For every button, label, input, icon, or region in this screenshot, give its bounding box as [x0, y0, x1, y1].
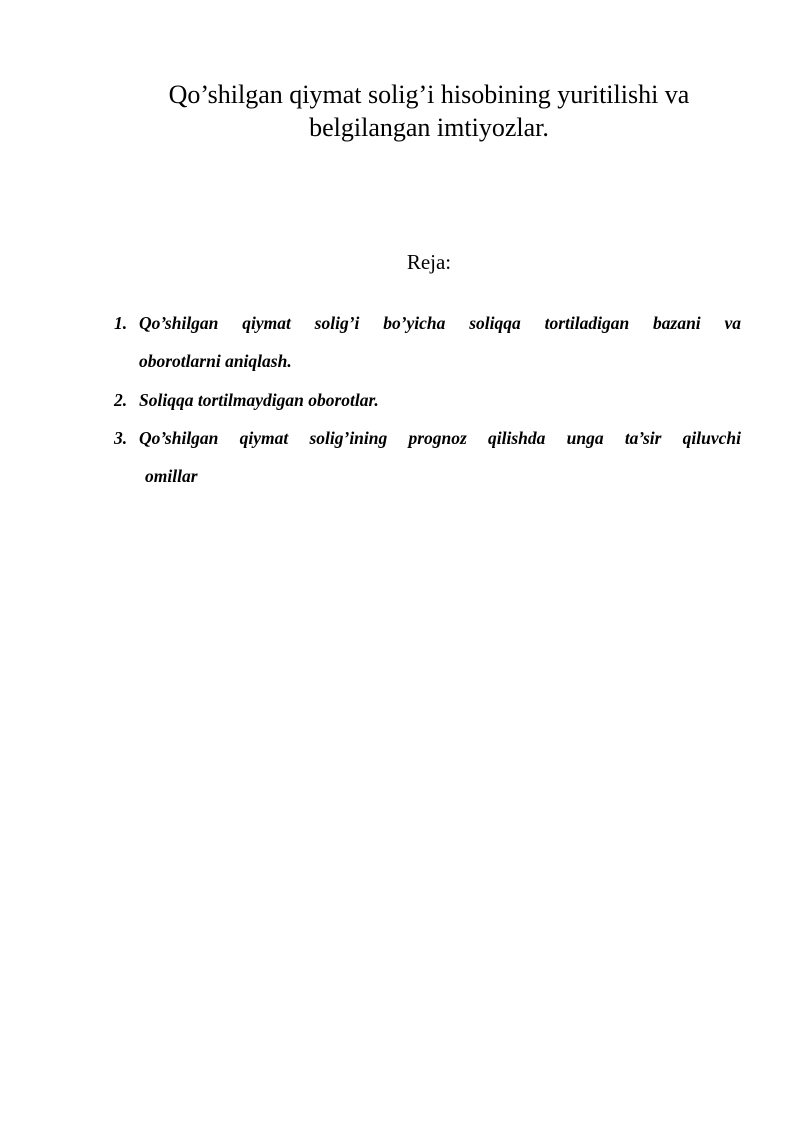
- document-title-line-2: belgilangan imtiyozlar.: [309, 113, 549, 142]
- plan-item-1: [114, 309, 741, 375]
- plan-item-3: [114, 424, 741, 490]
- document-title-line-1: Qo’shilgan qiymat solig’i hisobining yuritilishi va: [168, 80, 690, 109]
- plan-item-text: [139, 386, 741, 414]
- plan-item-line: Qo’shilgan qiymat solig’i bo’yicha soliqqa tortiladigan bazani va: [139, 313, 741, 333]
- plan-item-line: oborotlarni aniqlash.: [139, 351, 292, 371]
- plan-item-number: 1.: [114, 313, 128, 333]
- plan-item-text: [139, 309, 741, 375]
- plan-list: [114, 309, 741, 490]
- plan-item-2: [114, 386, 741, 414]
- plan-item-line: Qo’shilgan qiymat solig’ining prognoz qilishda unga ta’sir qiluvchi: [139, 428, 741, 448]
- plan-item-number: 2.: [114, 390, 128, 410]
- document-title: [110, 78, 748, 144]
- plan-item-text: [139, 424, 741, 490]
- plan-heading: Reja:: [406, 250, 452, 274]
- plan-item-number: 3.: [114, 428, 128, 448]
- plan-item-line: Soliqqa tortilmaydigan oborotlar.: [139, 390, 379, 410]
- plan-item-line: omillar: [145, 466, 198, 486]
